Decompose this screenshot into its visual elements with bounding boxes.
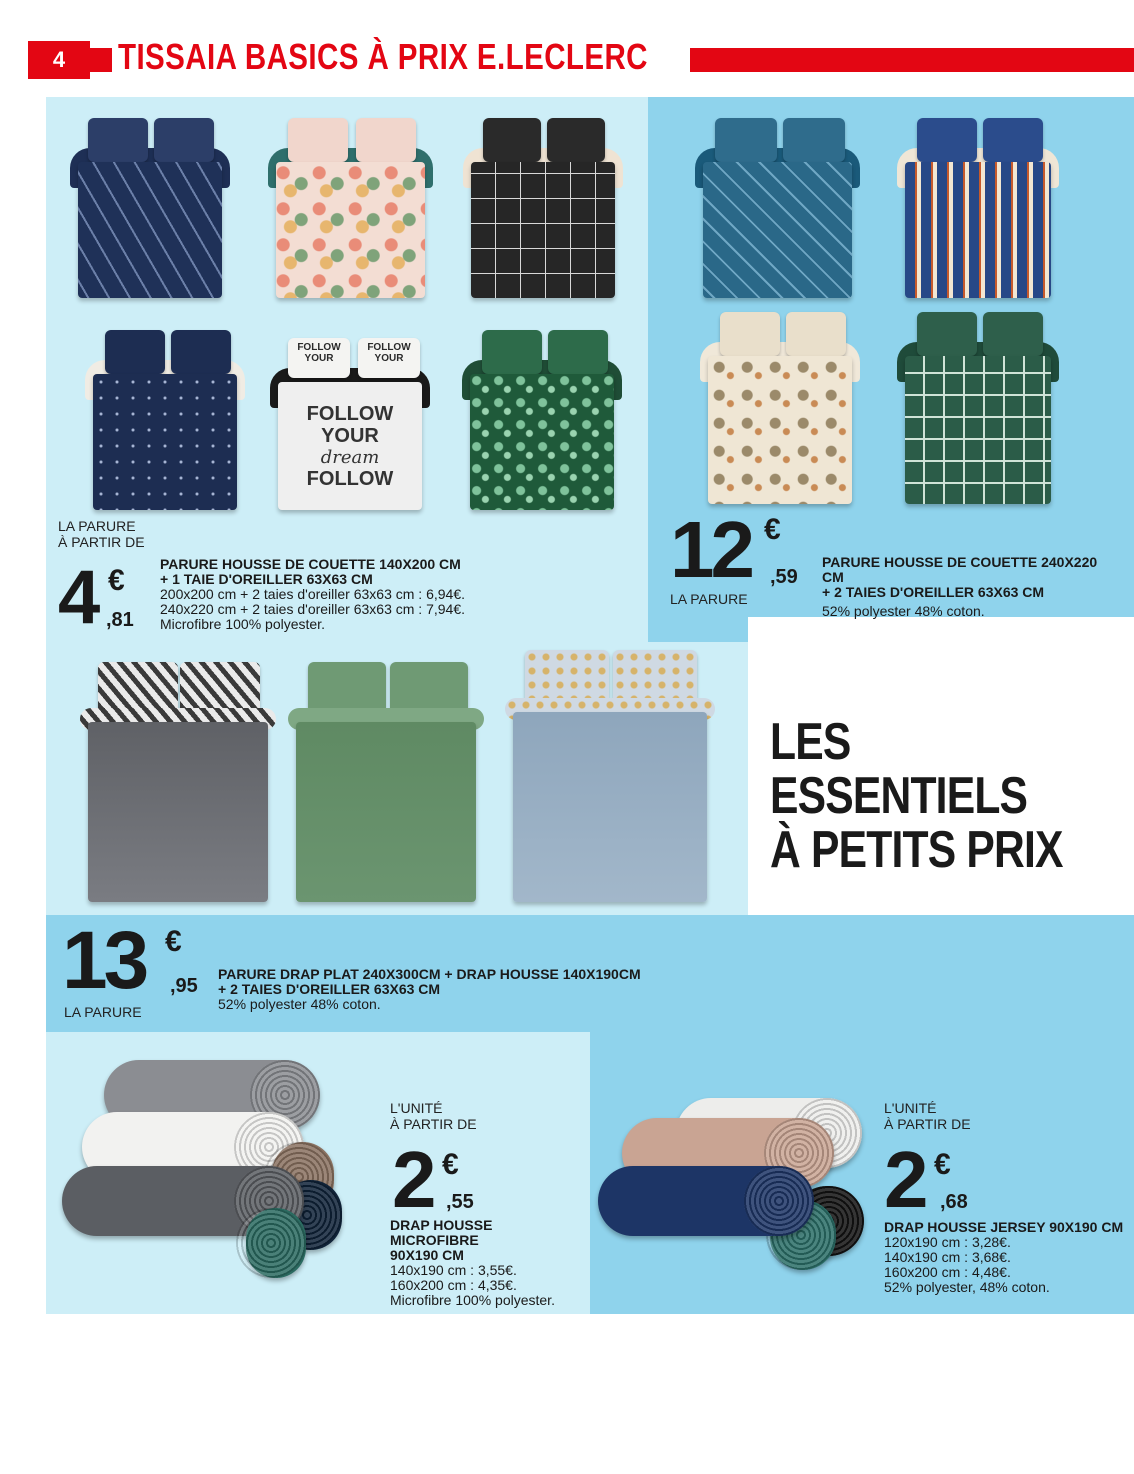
bed-image-blue-floral [505, 650, 715, 902]
offer4-desc-line2: 160x200 cm : 4,35€. [390, 1277, 517, 1293]
offer1-price-euro: € [108, 564, 125, 597]
offer5-label-line1: L'UNITÉ [884, 1100, 937, 1116]
page-title: TISSAIA BASICS À PRIX E.LECLERC [118, 36, 648, 77]
offer4-desc-line1: 140x190 cm : 3,55€. [390, 1262, 517, 1278]
offer4-label-line2: À PARTIR DE [390, 1116, 477, 1132]
pillow-print-your: YOUR [304, 353, 334, 364]
offer3-title-line2: + 2 TAIES D'OREILLER 63X63 CM [218, 981, 441, 997]
duvet-print-follow: FOLLOW [306, 402, 394, 425]
bed-image-grey-palm [80, 662, 276, 902]
offer5-title-line1: DRAP HOUSSE JERSEY 90X190 CM [884, 1219, 1124, 1235]
bed-image-follow-your-dream [270, 338, 430, 510]
offer2-desc-line1: 52% polyester 48% coton. [822, 603, 985, 619]
offer5-desc-line4: 52% polyester, 48% coton. [884, 1279, 1050, 1295]
offer2-title-line2: + 2 TAIES D'OREILLER 63X63 CM [822, 584, 1045, 600]
page-number: 4 [28, 41, 90, 79]
offer5-desc-line3: 160x200 cm : 4,48€. [884, 1264, 1011, 1280]
offer4-desc-line3: Microfibre 100% polyester. [390, 1292, 555, 1308]
offer5-price-cents: ,68 [940, 1191, 968, 1213]
bed-image-floral-pink [268, 118, 433, 298]
offer1-desc-line3: Microfibre 100% polyester. [160, 616, 325, 632]
offer3-price-int: 13 [62, 915, 146, 1006]
offer2-price-euro: € [764, 513, 781, 546]
bed-image-floral-navy [70, 118, 230, 298]
offer1-details [160, 557, 630, 632]
offer3-details [218, 967, 738, 1012]
offer3-price-euro: € [165, 925, 182, 958]
offer5-label [884, 1100, 971, 1132]
offer1-label-line1: LA PARURE [58, 518, 136, 534]
offer4-price-cents: ,55 [446, 1191, 474, 1213]
offer4-price-euro: € [442, 1148, 459, 1181]
bed-image-beige-floral [700, 312, 860, 504]
offer1-price-int: 4 [58, 555, 97, 640]
offer4-title-line2: 90X190 CM [390, 1247, 464, 1263]
bed-image-blue-leaves [695, 118, 860, 298]
offer3-title-line1: PARURE DRAP PLAT 240X300CM + DRAP HOUSSE 140X190CM [218, 966, 641, 982]
bed-image-green-geometric [897, 312, 1059, 504]
bed-image-geometric-blue [897, 118, 1059, 298]
offer2-label: LA PARURE [670, 591, 748, 607]
offer3-label: LA PARURE [64, 1004, 142, 1020]
panel-offer-2-strip [648, 617, 748, 642]
pillow-print-follow-2: FOLLOW [367, 342, 411, 353]
slogan-line1: LES ESSENTIELS [770, 713, 1028, 825]
slogan-line2: À PETITS PRIX [770, 821, 1063, 879]
offer1-title-line1: PARURE HOUSSE DE COUETTE 140X200 CM [160, 556, 461, 572]
offer3-desc-line1: 52% polyester 48% coton. [218, 996, 381, 1012]
slogan [770, 715, 1068, 877]
duvet-print-dream: dream [320, 446, 380, 468]
offer5-price-euro: € [934, 1148, 951, 1181]
bed-image-check-black [463, 118, 623, 298]
offer5-label-line2: À PARTIR DE [884, 1116, 971, 1132]
offer2-price-cents: ,59 [770, 566, 798, 588]
offer1-desc-line1: 200x200 cm + 2 taies d'oreiller 63x63 cm : 6,94€. [160, 586, 466, 602]
pillow-print-follow: FOLLOW [297, 342, 341, 353]
offer5-price-int: 2 [884, 1135, 925, 1224]
offer1-title-line2: + 1 TAIE D'OREILLER 63X63 CM [160, 571, 373, 587]
offer2-details [822, 555, 1122, 619]
header-bar-left [90, 48, 112, 72]
offer1-price-cents: ,81 [106, 609, 134, 631]
offer1-desc-line2: 240x220 cm + 2 taies d'oreiller 63x63 cm : 7,94€. [160, 601, 466, 617]
offer4-title-line1: DRAP HOUSSE MICROFIBRE [390, 1217, 493, 1248]
offer3-price-cents: ,95 [170, 975, 198, 997]
offer4-label-line1: L'UNITÉ [390, 1100, 443, 1116]
bed-image-navy-dots [85, 330, 245, 510]
bed-image-green-plain [288, 662, 484, 902]
offer1-label [58, 518, 145, 550]
pillow-print-your-2: YOUR [374, 353, 404, 364]
offer4-label [390, 1100, 477, 1132]
offer5-desc-line2: 140x190 cm : 3,68€. [884, 1249, 1011, 1265]
offer5-desc-line1: 120x190 cm : 3,28€. [884, 1234, 1011, 1250]
offer4-details [390, 1218, 580, 1308]
bed-image-green-leaves [462, 330, 622, 510]
offer2-price-int: 12 [670, 505, 751, 594]
header-bar-right [690, 48, 1134, 72]
duvet-print-your: YOUR [321, 424, 379, 447]
duvet-print-follow-2: FOLLOW [306, 467, 394, 490]
offer5-details [884, 1220, 1124, 1295]
offer4-price-int: 2 [392, 1135, 433, 1224]
offer2-title-line1: PARURE HOUSSE DE COUETTE 240X220 CM [822, 554, 1098, 585]
offer1-label-line2: À PARTIR DE [58, 534, 145, 550]
